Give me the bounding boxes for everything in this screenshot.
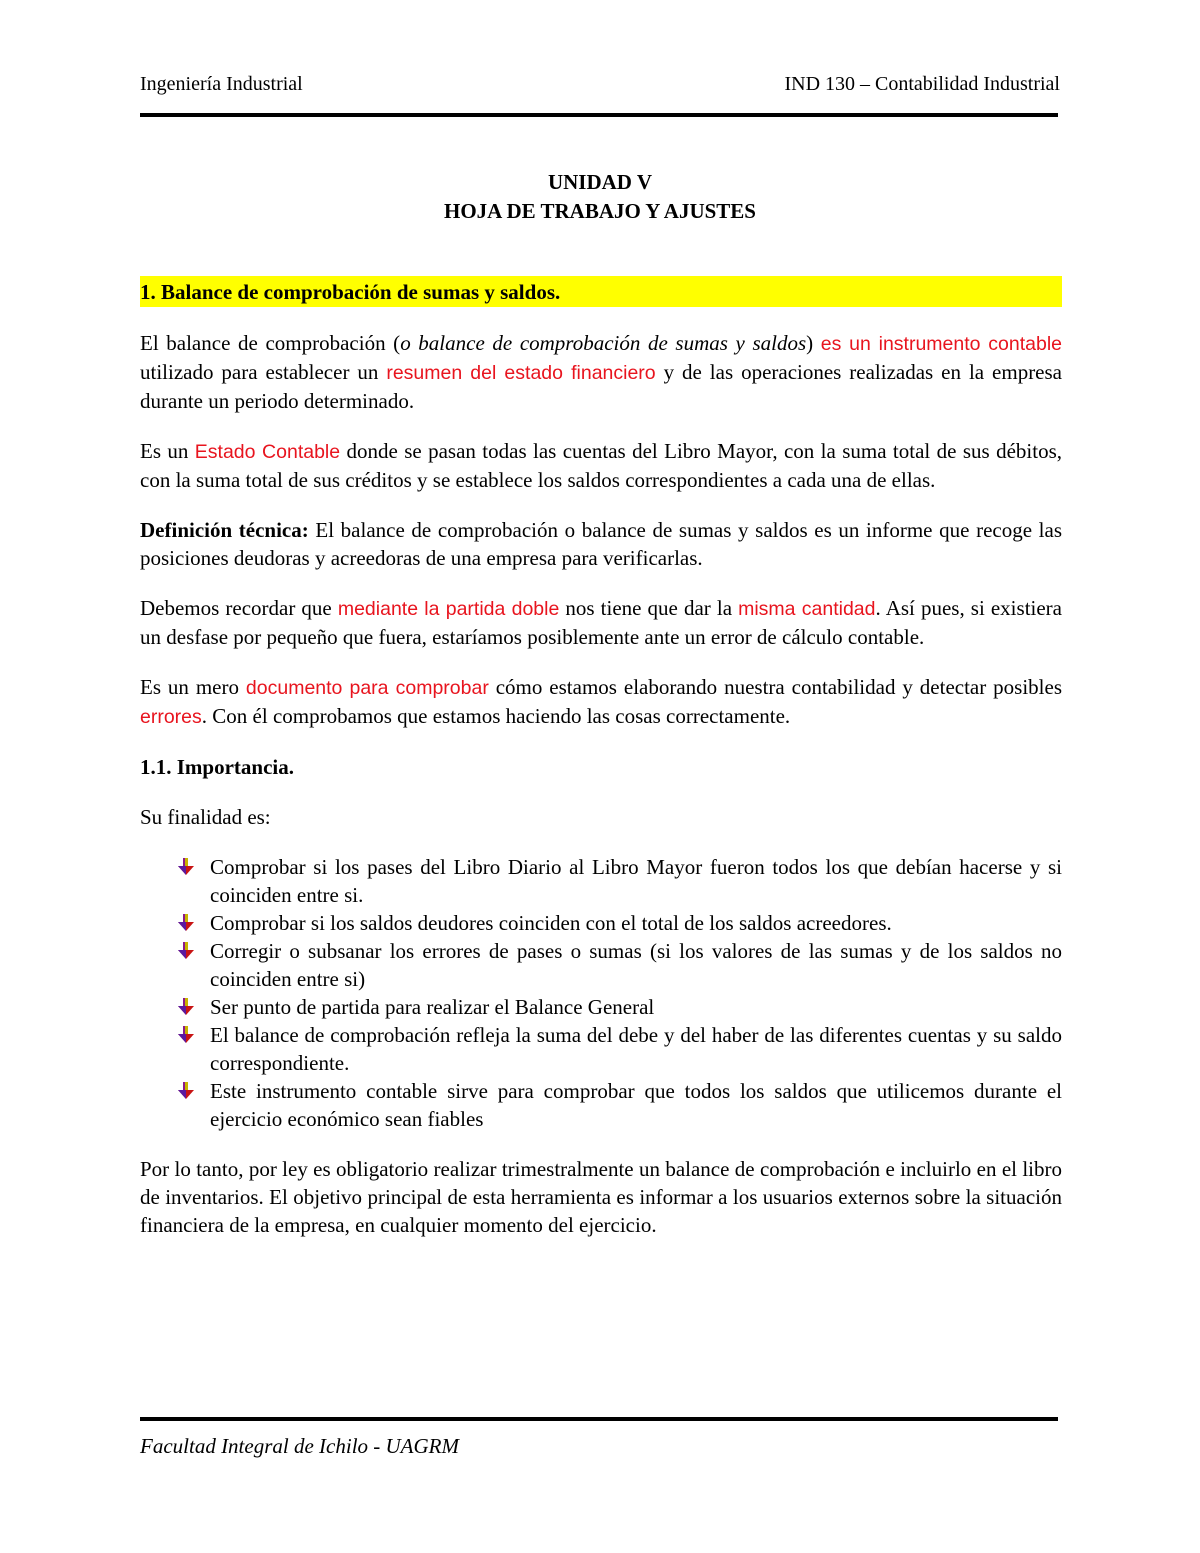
importance-list [140, 853, 1062, 1133]
list-item: Comprobar si los pases del Libro Diario al Libro Mayor fueron todos los que debían hacerse y si coinciden entre si. [210, 853, 1062, 909]
down-arrow-icon [176, 997, 196, 1017]
list-intro: Su finalidad es: [140, 805, 271, 829]
footer-divider [140, 1417, 1058, 1421]
down-arrow-icon [176, 857, 196, 877]
closing-paragraph: Por lo tanto, por ley es obligatorio realizar trimestralmente un balance de comprobación e incluirlo en el libro de inventarios. El objetivo principal de esta herramienta es informar a los usuarios externos sobre la situación financiera de la empresa, en cualquier momento del ejercicio. [140, 1157, 1062, 1237]
paragraph-technical-definition: Definición técnica: El balance de comprobación o balance de sumas y saldos es un informe que recoge las posiciones deudoras y acreedoras de una empresa para verificarlas. [140, 518, 1062, 570]
list-item: Este instrumento contable sirve para comprobar que todos los saldos que utilicemos durante el ejercicio económico sean fiables [210, 1077, 1062, 1133]
list-item: Ser punto de partida para realizar el Balance General [210, 993, 1062, 1021]
header-divider [140, 113, 1058, 117]
down-arrow-icon [176, 1025, 196, 1045]
list-item: El balance de comprobación refleja la suma del debe y del haber de las diferentes cuentas y su saldo correspondiente. [210, 1021, 1062, 1077]
section-1-heading: 1. Balance de comprobación de sumas y saldos. [140, 276, 1062, 307]
unit-subtitle: HOJA DE TRABAJO Y AJUSTES [444, 199, 756, 223]
paragraph-partida-doble: Debemos recordar que mediante la partida doble nos tiene que dar la misma cantidad. Así pues, si existiera un desfase por pequeño que fuera, estaríamos posiblemente ante un error de cálculo contable. [140, 596, 1062, 649]
section-1-1-heading: 1.1. Importancia. [140, 755, 294, 779]
down-arrow-icon [176, 913, 196, 933]
page-footer: Facultad Integral de Ichilo - UAGRM [140, 1434, 459, 1458]
down-arrow-icon [176, 941, 196, 961]
paragraph-documento: Es un mero documento para comprobar cómo estamos elaborando nuestra contabilidad y detectar posibles errores. Con él comprobamos que estamos haciendo las cosas correctamente. [140, 675, 1062, 728]
unit-title: UNIDAD V [547, 170, 653, 194]
list-item: Comprobar si los saldos deudores coinciden con el total de los saldos acreedores. [210, 909, 1062, 937]
down-arrow-icon [176, 1081, 196, 1101]
paragraph-estado-contable: Es un Estado Contable donde se pasan todas las cuentas del Libro Mayor, con la suma total de sus débitos, con la suma total de sus créditos y se establece los saldos correspondientes a cada una de ellas. [140, 439, 1062, 492]
list-item: Corregir o subsanar los errores de pases o sumas (si los valores de las sumas y de los saldos no coinciden entre si) [210, 937, 1062, 993]
document-body [140, 276, 1062, 1239]
header-right: IND 130 – Contabilidad Industrial [784, 73, 1060, 95]
header-left: Ingeniería Industrial [140, 73, 303, 95]
paragraph-definition: El balance de comprobación (o balance de comprobación de sumas y saldos) es un instrumento contable utilizado para establecer un resumen del estado financiero y de las operaciones realizadas en la empresa durante un periodo determinado. [140, 331, 1062, 413]
